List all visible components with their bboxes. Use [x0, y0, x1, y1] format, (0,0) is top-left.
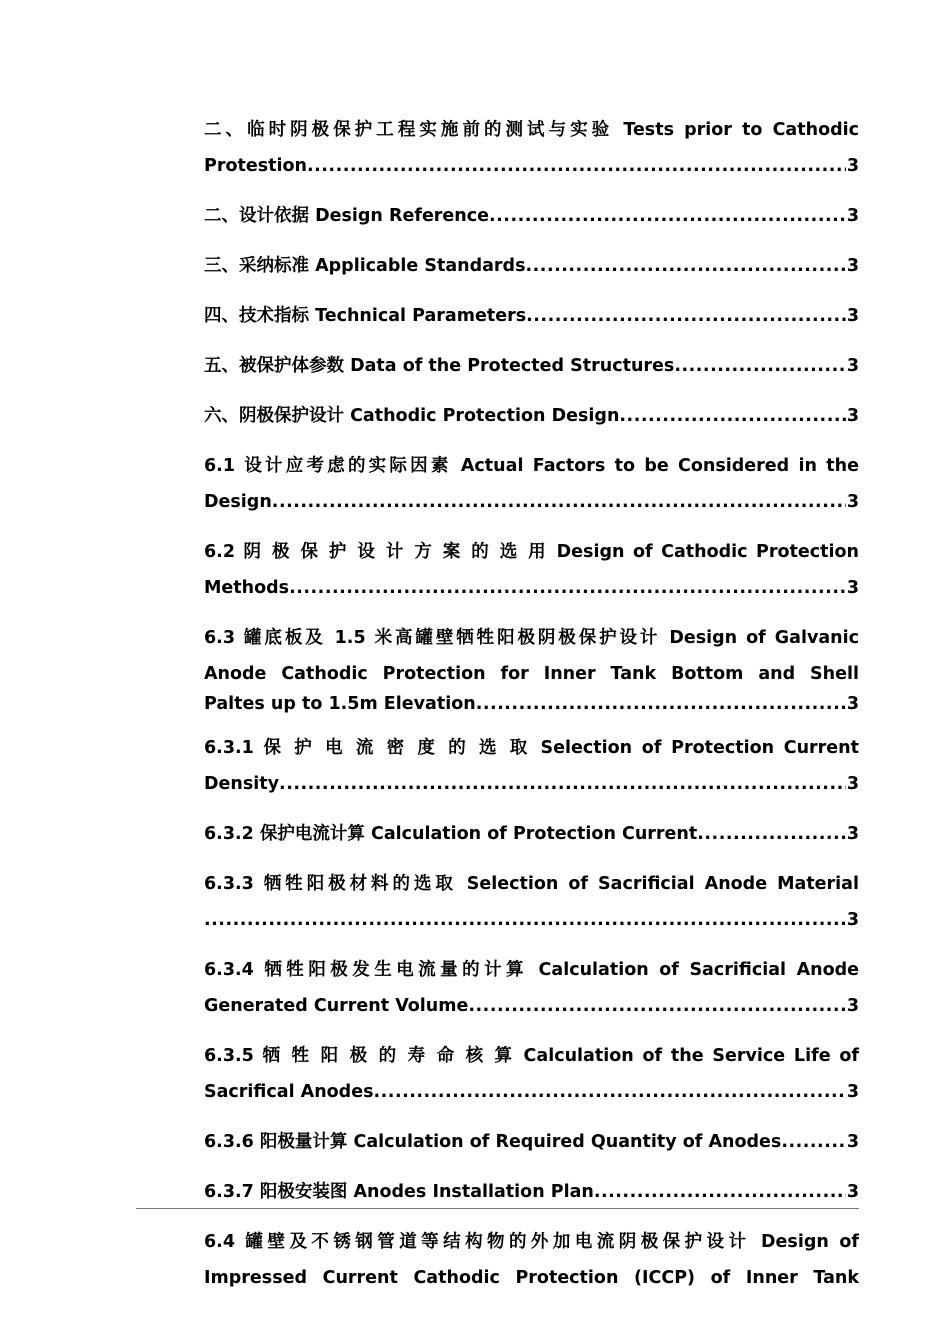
toc-page-number: 3 [846, 824, 859, 844]
toc-page-number: 3 [846, 1082, 859, 1102]
toc-page-number: 3 [846, 356, 859, 376]
toc-page-number: 3 [846, 306, 859, 326]
toc-entry[interactable] [204, 620, 859, 716]
toc-entry-title-line: Anode Cathodic Protection for Inner Tank Bottom and Shell [204, 664, 859, 684]
toc-page-number: 3 [846, 156, 859, 176]
toc-entry[interactable] [204, 952, 859, 1024]
dot-leader [526, 298, 846, 334]
toc-entry-title-line: 6.2 阴 极 保 护 设 计 方 案 的 选 用 Design of Cathodic Protection [204, 542, 859, 562]
toc-entry-title: 6.3.6 阳极量计算 Calculation of Required Quantity of Anodes [204, 1132, 782, 1152]
toc-entry-title: 6.3.2 保护电流计算 Calculation of Protection Current [204, 824, 698, 844]
toc-entry[interactable] [204, 448, 859, 520]
dot-leader [307, 148, 846, 184]
dot-leader [781, 1124, 846, 1160]
dot-leader [272, 484, 846, 520]
toc-entry-title-line: 6.1 设计应考虑的实际因素 Actual Factors to be Considered in the [204, 456, 859, 476]
toc-page-number: 3 [846, 694, 859, 714]
toc-page-number: 3 [846, 1132, 859, 1152]
dot-leader [697, 816, 846, 852]
dot-leader [468, 988, 845, 1024]
toc-page-number: 3 [846, 492, 859, 512]
toc-entry-title: 六、阴极保护设计 Cathodic Protection Design [204, 406, 620, 426]
dot-leader [476, 692, 846, 716]
toc-entry-title-line: 6.3.1 保 护 电 流 密 度 的 选 取 Selection of Protection Current [204, 738, 859, 758]
toc-entry[interactable] [204, 1224, 859, 1296]
toc-entry-title-line: 二、临时阴极保护工程实施前的测试与实验 Tests prior to Cathodic [204, 120, 859, 140]
toc-page-number: 3 [846, 774, 859, 794]
toc-entry-title: Sacrifical Anodes [204, 1082, 374, 1102]
toc-entry[interactable] [204, 248, 859, 284]
table-of-contents [204, 112, 859, 1310]
toc-page-number: 3 [846, 1182, 859, 1202]
toc-entry[interactable] [204, 730, 859, 802]
toc-entry-title-line: 6.3.3 牺牲阳极材料的选取 Selection of Sacrificial Anode Material [204, 874, 859, 894]
dot-leader [204, 902, 846, 938]
dot-leader [526, 248, 846, 284]
toc-entry-title-line: 6.3.4 牺牲阳极发生电流量的计算 Calculation of Sacrificial Anode [204, 960, 859, 980]
toc-page-number: 3 [846, 206, 859, 226]
toc-entry[interactable] [204, 534, 859, 606]
dot-leader [594, 1174, 846, 1210]
footer-divider [136, 1208, 859, 1209]
toc-entry-title: Protestion [204, 156, 307, 176]
toc-entry[interactable] [204, 866, 859, 938]
toc-entry-title: 二、设计依据 Design Reference [204, 206, 490, 226]
toc-entry-title: Methods [204, 578, 290, 598]
toc-entry-title: Design [204, 492, 272, 512]
dot-leader [619, 398, 845, 434]
toc-entry[interactable] [204, 1124, 859, 1160]
toc-entry[interactable] [204, 298, 859, 334]
toc-page-number: 3 [846, 996, 859, 1016]
toc-page-number: 3 [846, 406, 859, 426]
toc-entry-title-line: 6.3 罐底板及 1.5 米高罐壁牺牲阳极阴极保护设计 Design of Galvanic [204, 628, 859, 648]
toc-entry-title: Generated Current Volume [204, 996, 469, 1016]
toc-entry-title: Density [204, 774, 280, 794]
toc-entry[interactable] [204, 398, 859, 434]
toc-entry-title-line: 6.3.5 牺 牲 阳 极 的 寿 命 核 算 Calculation of the Service Life of [204, 1046, 859, 1066]
toc-page-number: 3 [846, 256, 859, 276]
toc-entry[interactable] [204, 348, 859, 384]
dot-leader [674, 348, 845, 384]
toc-entry-title: 四、技术指标 Technical Parameters [204, 306, 527, 326]
toc-entry-title: 五、被保护体参数 Data of the Protected Structures [204, 356, 675, 376]
dot-leader [374, 1074, 846, 1110]
toc-entry-title: 6.3.7 阳极安装图 Anodes Installation Plan [204, 1182, 594, 1202]
toc-entry[interactable] [204, 1038, 859, 1110]
dot-leader [489, 198, 846, 234]
toc-entry[interactable] [204, 816, 859, 852]
toc-entry-title-line: 6.4 罐壁及不锈钢管道等结构物的外加电流阴极保护设计 Design of [204, 1232, 859, 1252]
toc-entry-title: 三、采纳标准 Applicable Standards [204, 256, 526, 276]
toc-page-number: 3 [846, 910, 859, 930]
toc-entry[interactable] [204, 112, 859, 184]
toc-entry[interactable] [204, 1174, 859, 1210]
toc-entry[interactable] [204, 198, 859, 234]
toc-entry-title-line: Impressed Current Cathodic Protection (ICCP) of Inner Tank [204, 1268, 859, 1288]
dot-leader [289, 570, 846, 606]
toc-entry-title: Paltes up to 1.5m Elevation [204, 694, 476, 714]
toc-page-number: 3 [846, 578, 859, 598]
dot-leader [279, 766, 846, 802]
